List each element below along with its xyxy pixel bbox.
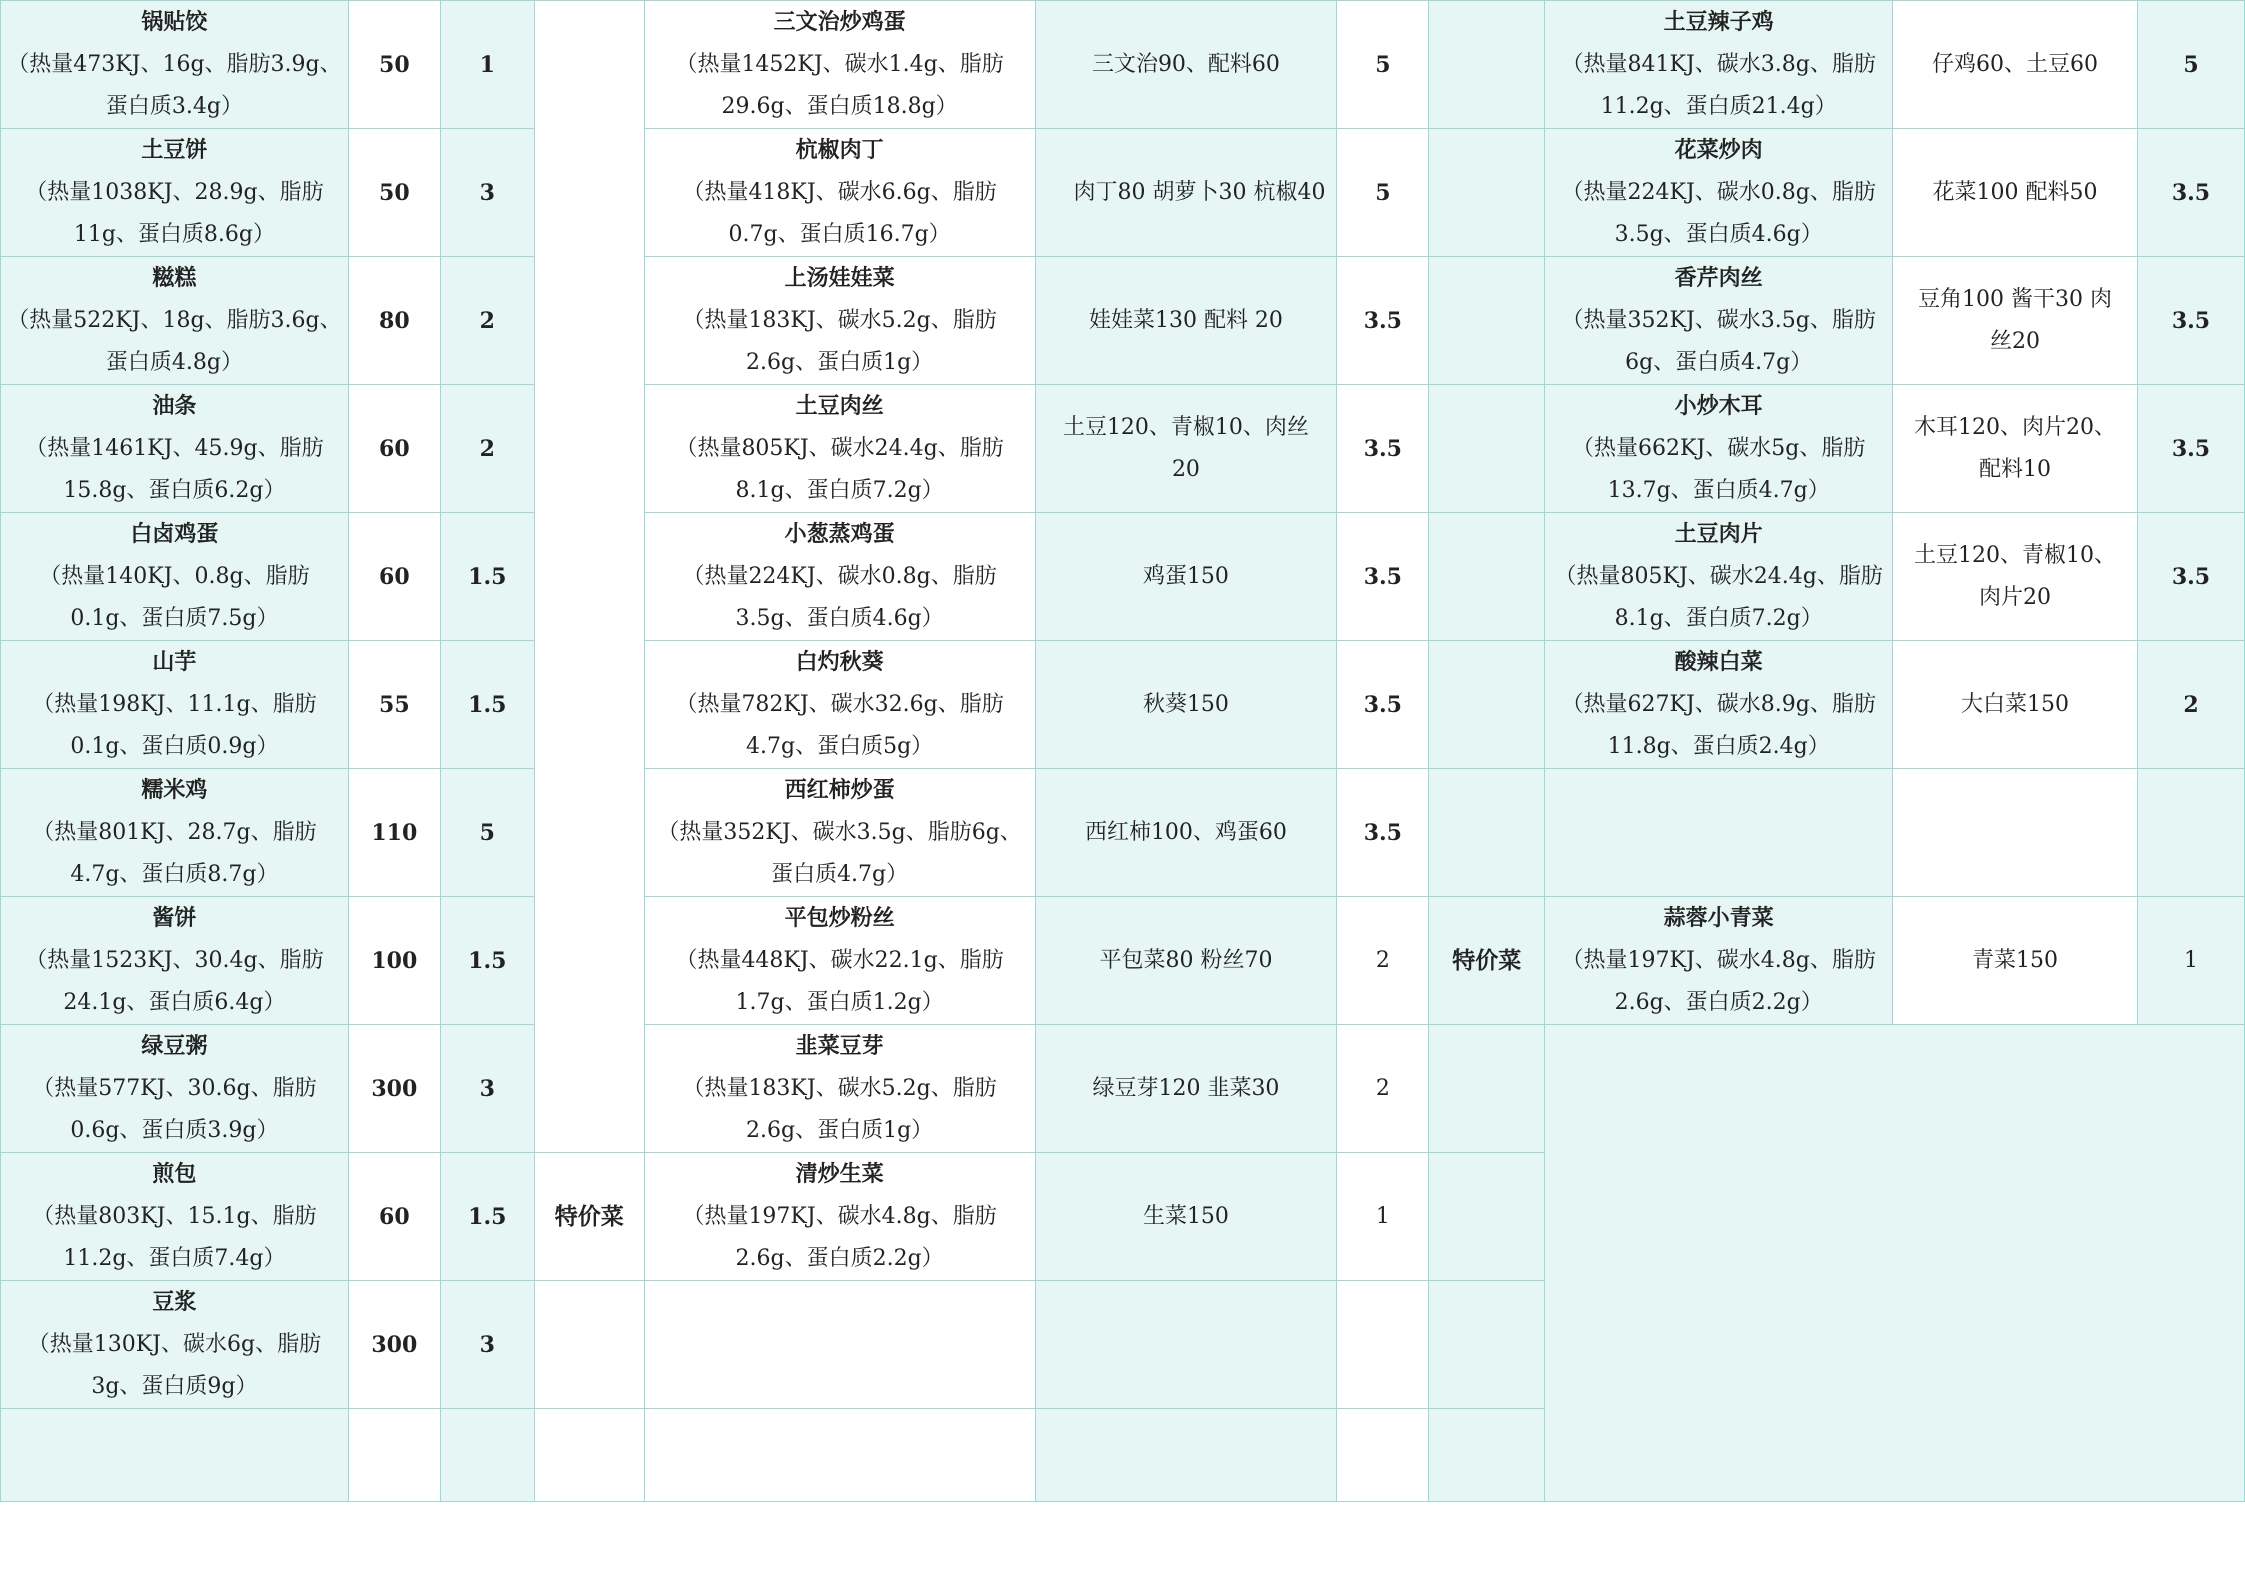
ingredients-cell (1893, 385, 2138, 513)
main-dish-cell (1545, 897, 1893, 1025)
table-row (1, 513, 2245, 641)
dish-name: 花菜炒肉 (1674, 137, 1763, 163)
empty-cell (1035, 1281, 1337, 1409)
main-dish-cell (644, 1153, 1035, 1281)
main-dish-cell (644, 769, 1035, 897)
dish-name: 白卤鸡蛋 (130, 521, 219, 547)
main-dish-cell (644, 257, 1035, 385)
nutrition-info: （热量803KJ、15.1g、脂肪11.2g、蛋白质7.4g） (32, 1204, 317, 1271)
ingredients-text: 仔鸡60、土豆60 (1932, 51, 2099, 77)
price-cell: 2 (440, 385, 534, 513)
nutrition-info: （热量782KJ、碳水32.6g、脂肪4.7g、蛋白质5g） (675, 692, 1004, 759)
nutrition-info: （热量577KJ、30.6g、脂肪0.6g、蛋白质3.9g） (32, 1076, 317, 1143)
ingredients-text: 肉丁80 胡萝卜30 杭椒40 (1073, 179, 1326, 205)
ingredients-cell (1893, 641, 2138, 769)
empty-block (1545, 1025, 2245, 1502)
price-cell: 2 (1337, 1025, 1429, 1153)
category-cell-blank (1429, 1409, 1545, 1502)
weight-cell: 60 (348, 1153, 440, 1281)
ingredients-text: 花菜100 配料50 (1932, 179, 2098, 205)
ingredients-text: 豆角100 酱干30 肉丝20 (1918, 286, 2113, 354)
nutrition-info: （热量198KJ、11.1g、脂肪0.1g、蛋白质0.9g） (32, 692, 317, 759)
breakfast-item-cell (1, 129, 349, 257)
ingredients-cell (1035, 1, 1337, 129)
ingredients-cell (1893, 897, 2138, 1025)
dish-name: 香芹肉丝 (1674, 265, 1763, 291)
dish-name: 上汤娃娃菜 (784, 265, 895, 291)
ingredients-text: 土豆120、青椒10、肉丝20 (1062, 414, 1309, 482)
ingredients-text: 西红柿100、鸡蛋60 (1084, 819, 1287, 845)
main-dish-cell (644, 1, 1035, 129)
ingredients-cell (1893, 1, 2138, 129)
dish-name: 西红柿炒蛋 (784, 777, 895, 803)
weight-cell: 60 (348, 385, 440, 513)
dish-name: 蒜蓉小青菜 (1663, 905, 1774, 931)
dish-name: 平包炒粉丝 (784, 905, 895, 931)
ingredients-text: 鸡蛋150 (1142, 563, 1229, 589)
price-cell: 2 (440, 257, 534, 385)
nutrition-info: （热量224KJ、碳水0.8g、脂肪3.5g、蛋白质4.6g） (1561, 180, 1876, 247)
main-dish-cell (1545, 385, 1893, 513)
dish-name: 土豆肉丝 (795, 393, 884, 419)
price-cell: 3.5 (2137, 257, 2244, 385)
empty-cell (1035, 1409, 1337, 1502)
ingredients-cell (1035, 897, 1337, 1025)
main-dish-cell (1545, 257, 1893, 385)
dish-name: 杭椒肉丁 (795, 137, 884, 163)
weight-cell: 110 (348, 769, 440, 897)
nutrition-info: （热量130KJ、碳水6g、脂肪3g、蛋白质9g） (27, 1332, 322, 1399)
main-dish-cell (644, 641, 1035, 769)
nutrition-info: （热量801KJ、28.7g、脂肪4.7g、蛋白质8.7g） (32, 820, 317, 887)
empty-cell (1545, 769, 1893, 897)
dish-name: 煎包 (152, 1161, 197, 1187)
breakfast-item-cell (1, 897, 349, 1025)
empty-cell (1893, 769, 2138, 897)
nutrition-info: （热量805KJ、碳水24.4g、脂肪8.1g、蛋白质7.2g） (1554, 564, 1883, 631)
price-cell: 1.5 (440, 641, 534, 769)
price-cell: 1 (1337, 1153, 1429, 1281)
main-dish-cell (1545, 641, 1893, 769)
ingredients-cell (1893, 257, 2138, 385)
category-cell-blank (1429, 641, 1545, 769)
table-row (1, 129, 2245, 257)
weight-cell: 300 (348, 1025, 440, 1153)
price-cell: 1 (440, 1, 534, 129)
ingredients-text: 木耳120、肉片20、配料10 (1914, 414, 2117, 482)
ingredients-text: 青菜150 (1972, 947, 2059, 973)
breakfast-item-cell (1, 769, 349, 897)
category-cell-blank (1429, 1153, 1545, 1281)
main-dish-cell (644, 1025, 1035, 1153)
nutrition-info: （热量473KJ、16g、脂肪3.9g、蛋白质3.4g） (7, 52, 342, 119)
breakfast-item-cell (1, 385, 349, 513)
nutrition-info: （热量418KJ、碳水6.6g、脂肪0.7g、蛋白质16.7g） (682, 180, 997, 247)
nutrition-info: （热量352KJ、碳水3.5g、脂肪6g、蛋白质4.7g） (1561, 308, 1876, 375)
nutrition-info: （热量662KJ、碳水5g、脂肪13.7g、蛋白质4.7g） (1572, 436, 1866, 503)
empty-cell (440, 1409, 534, 1502)
ingredients-text: 生菜150 (1142, 1203, 1229, 1229)
ingredients-cell (1035, 129, 1337, 257)
breakfast-item-cell (1, 1025, 349, 1153)
nutrition-info: （热量197KJ、碳水4.8g、脂肪2.6g、蛋白质2.2g） (1561, 948, 1876, 1015)
ingredients-cell (1035, 513, 1337, 641)
main-dish-cell (1545, 129, 1893, 257)
weight-cell: 55 (348, 641, 440, 769)
empty-cell (644, 1281, 1035, 1409)
price-cell: 1.5 (440, 1153, 534, 1281)
ingredients-text: 大白菜150 (1961, 691, 2070, 717)
empty-cell (1, 1409, 349, 1502)
category-cell-blank (1429, 129, 1545, 257)
empty-cell (1337, 1409, 1429, 1502)
dish-name: 土豆饼 (141, 137, 208, 163)
dish-name: 绿豆粥 (141, 1033, 208, 1059)
main-dish-cell (644, 897, 1035, 1025)
ingredients-text: 秋葵150 (1142, 691, 1229, 717)
nutrition-info: （热量627KJ、碳水8.9g、脂肪11.8g、蛋白质2.4g） (1561, 692, 1876, 759)
price-cell: 1.5 (440, 513, 534, 641)
price-cell: 5 (1337, 129, 1429, 257)
category-cell-blank (1429, 385, 1545, 513)
price-cell: 1 (2137, 897, 2244, 1025)
category-cell-blank (1429, 769, 1545, 897)
ingredients-text: 绿豆芽120 韭菜30 (1092, 1075, 1280, 1101)
breakfast-item-cell (1, 1281, 349, 1409)
ingredients-cell (1035, 385, 1337, 513)
nutrition-info: （热量1038KJ、28.9g、脂肪11g、蛋白质8.6g） (25, 180, 324, 247)
nutrition-info: （热量841KJ、碳水3.8g、脂肪11.2g、蛋白质21.4g） (1561, 52, 1876, 119)
dish-name: 酸辣白菜 (1674, 649, 1763, 675)
category-cell-blank (1429, 1, 1545, 129)
nutrition-info: （热量805KJ、碳水24.4g、脂肪8.1g、蛋白质7.2g） (675, 436, 1004, 503)
dish-name: 糯米鸡 (141, 777, 208, 803)
empty-cell (534, 1281, 644, 1409)
breakfast-item-cell (1, 641, 349, 769)
price-cell: 3.5 (2137, 129, 2244, 257)
breakfast-item-cell (1, 1153, 349, 1281)
ingredients-cell (1893, 129, 2138, 257)
table-row (1, 769, 2245, 897)
dish-name: 豆浆 (152, 1289, 197, 1315)
table-row (1, 257, 2245, 385)
dish-name: 油条 (152, 393, 197, 419)
price-cell: 1.5 (440, 897, 534, 1025)
dish-name: 白灼秋葵 (795, 649, 884, 675)
category-cell-blank (1429, 1281, 1545, 1409)
empty-cell (534, 1409, 644, 1502)
empty-cell (348, 1409, 440, 1502)
weight-cell: 50 (348, 1, 440, 129)
category-cell-blank (534, 1, 644, 1153)
nutrition-info: （热量224KJ、碳水0.8g、脂肪3.5g、蛋白质4.6g） (682, 564, 997, 631)
dish-name: 糍糕 (152, 265, 197, 291)
main-dish-cell (644, 385, 1035, 513)
ingredients-text: 娃娃菜130 配料 20 (1088, 307, 1283, 333)
nutrition-info: （热量352KJ、碳水3.5g、脂肪6g、蛋白质4.7g） (657, 820, 1022, 887)
weight-cell: 300 (348, 1281, 440, 1409)
table-row (1, 385, 2245, 513)
nutrition-info: （热量183KJ、碳水5.2g、脂肪2.6g、蛋白质1g） (682, 308, 997, 375)
special-dish-label: 特价菜 (534, 1153, 644, 1281)
main-dish-cell (1545, 1, 1893, 129)
price-cell: 3.5 (2137, 385, 2244, 513)
table-row (1, 897, 2245, 1025)
special-dish-label: 特价菜 (1429, 897, 1545, 1025)
empty-cell (2137, 769, 2244, 897)
nutrition-info: （热量522KJ、18g、脂肪3.6g、蛋白质4.8g） (7, 308, 342, 375)
dish-name: 小炒木耳 (1674, 393, 1763, 419)
nutrition-info: （热量448KJ、碳水22.1g、脂肪1.7g、蛋白质1.2g） (675, 948, 1004, 1015)
ingredients-cell (1035, 257, 1337, 385)
price-cell: 3.5 (1337, 641, 1429, 769)
ingredients-cell (1035, 769, 1337, 897)
price-cell: 2 (1337, 897, 1429, 1025)
table-row (1, 1, 2245, 129)
ingredients-cell (1893, 513, 2138, 641)
price-cell: 3.5 (1337, 769, 1429, 897)
price-cell: 3.5 (2137, 513, 2244, 641)
dish-name: 土豆辣子鸡 (1663, 9, 1774, 35)
dish-name: 韭菜豆芽 (795, 1033, 884, 1059)
nutrition-info: （热量197KJ、碳水4.8g、脂肪2.6g、蛋白质2.2g） (682, 1204, 997, 1271)
price-cell: 3 (440, 1025, 534, 1153)
weight-cell: 50 (348, 129, 440, 257)
empty-cell (644, 1409, 1035, 1502)
ingredients-cell (1035, 1025, 1337, 1153)
price-cell: 5 (2137, 1, 2244, 129)
ingredients-text: 三文治90、配料60 (1091, 51, 1280, 77)
dish-name: 清炒生菜 (795, 1161, 884, 1187)
price-cell: 3 (440, 129, 534, 257)
nutrition-info: （热量183KJ、碳水5.2g、脂肪2.6g、蛋白质1g） (682, 1076, 997, 1143)
breakfast-item-cell (1, 1, 349, 129)
dish-name: 三文治炒鸡蛋 (773, 9, 906, 35)
weight-cell: 80 (348, 257, 440, 385)
nutrition-info: （热量1461KJ、45.9g、脂肪15.8g、蛋白质6.2g） (25, 436, 324, 503)
dish-name: 锅贴饺 (141, 9, 208, 35)
ingredients-cell (1035, 641, 1337, 769)
ingredients-cell (1035, 1153, 1337, 1281)
dish-name: 山芋 (152, 649, 197, 675)
breakfast-item-cell (1, 513, 349, 641)
main-dish-cell (644, 129, 1035, 257)
breakfast-item-cell (1, 257, 349, 385)
dish-name: 土豆肉片 (1674, 521, 1763, 547)
price-cell: 5 (1337, 1, 1429, 129)
price-cell: 3.5 (1337, 385, 1429, 513)
weight-cell: 60 (348, 513, 440, 641)
price-cell: 2 (2137, 641, 2244, 769)
price-cell: 5 (440, 769, 534, 897)
main-dish-cell (1545, 513, 1893, 641)
ingredients-text: 土豆120、青椒10、肉片20 (1914, 542, 2117, 610)
category-cell-blank (1429, 257, 1545, 385)
nutrition-info: （热量140KJ、0.8g、脂肪0.1g、蛋白质7.5g） (39, 564, 310, 631)
price-cell: 3 (440, 1281, 534, 1409)
category-cell-blank (1429, 513, 1545, 641)
dish-name: 酱饼 (152, 905, 197, 931)
category-cell-blank (1429, 1025, 1545, 1153)
nutrition-info: （热量1523KJ、30.4g、脂肪24.1g、蛋白质6.4g） (25, 948, 324, 1015)
table-row (1, 1025, 2245, 1153)
dish-name: 小葱蒸鸡蛋 (784, 521, 895, 547)
price-cell: 3.5 (1337, 513, 1429, 641)
ingredients-text: 平包菜80 粉丝70 (1099, 947, 1273, 973)
table-row (1, 641, 2245, 769)
weight-cell: 100 (348, 897, 440, 1025)
main-dish-cell (644, 513, 1035, 641)
price-cell: 3.5 (1337, 257, 1429, 385)
nutrition-info: （热量1452KJ、碳水1.4g、脂肪29.6g、蛋白质18.8g） (675, 52, 1004, 119)
empty-cell (1337, 1281, 1429, 1409)
